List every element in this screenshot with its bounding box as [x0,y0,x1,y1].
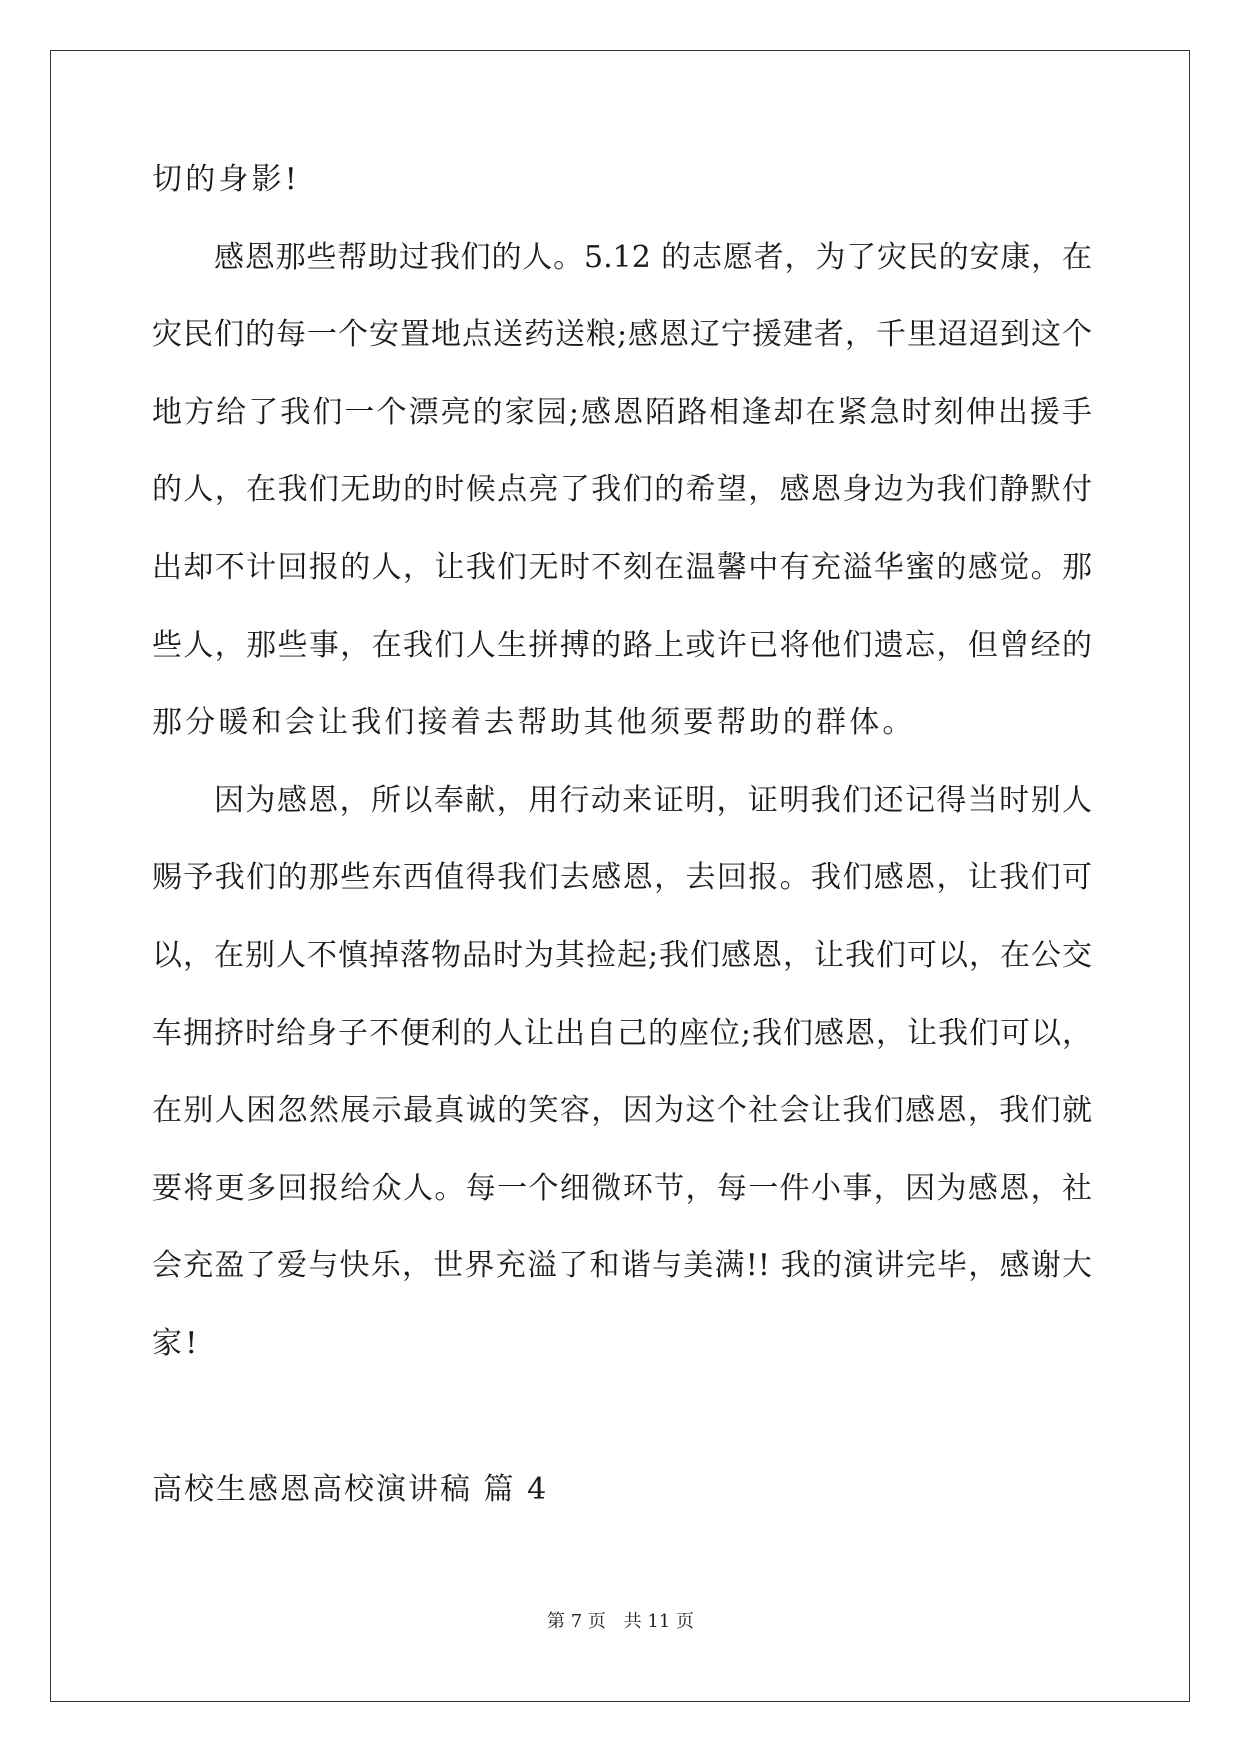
paragraph-line: 赐予我们的那些东西值得我们去感恩，去回报。我们感恩，让我们可 [152,860,1092,896]
paragraph-line: 些人，那些事，在我们人生拼搏的路上或许已将他们遗忘，但曾经的 [152,627,1092,663]
paragraph-line: 会充盈了爱与快乐，世界充溢了和谐与美满!! 我的演讲完毕，感谢大 [152,1248,1092,1284]
paragraph-line: 车拥挤时给身子不便利的人让出自己的座位;我们感恩，让我们可以， [152,1015,1092,1051]
page-number: 第 7 页 [547,1611,606,1632]
page-footer [0,1610,1241,1634]
paragraph-line: 因为感恩，所以奉献，用行动来证明，证明我们还记得当时别人 [214,782,1092,818]
paragraph-line: 切的身影! [152,162,301,197]
paragraph-line: 那分暖和会让我们接着去帮助其他须要帮助的群体。 [152,705,916,741]
paragraph-line: 以，在别人不慎掉落物品时为其捡起;我们感恩，让我们可以，在公交 [152,937,1092,973]
paragraph-line: 在别人困忽然展示最真诚的笑容，因为这个社会让我们感恩，我们就 [152,1093,1092,1129]
paragraph-line: 的人，在我们无助的时候点亮了我们的希望，感恩身边为我们静默付 [152,472,1092,508]
section-heading: 高校生感恩高校演讲稿 篇 4 [152,1472,549,1507]
paragraph-line: 要将更多回报给众人。每一个细微环节，每一件小事，因为感恩，社 [152,1170,1092,1206]
paragraph-line: 家! [152,1325,201,1361]
paragraph-line: 出却不计回报的人，让我们无时不刻在温馨中有充溢华蜜的感觉。那 [152,549,1092,585]
page-total: 共 11 页 [623,1611,694,1632]
paragraph-line: 感恩那些帮助过我们的人。5.12 的志愿者，为了灾民的安康，在 [214,239,1092,275]
paragraph-line: 地方给了我们一个漂亮的家园;感恩陌路相逢却在紧急时刻伸出援手 [152,394,1092,430]
document-body [152,160,1092,1402]
paragraph-line: 灾民们的每一个安置地点送药送粮;感恩辽宁援建者，千里迢迢到这个 [152,317,1092,353]
